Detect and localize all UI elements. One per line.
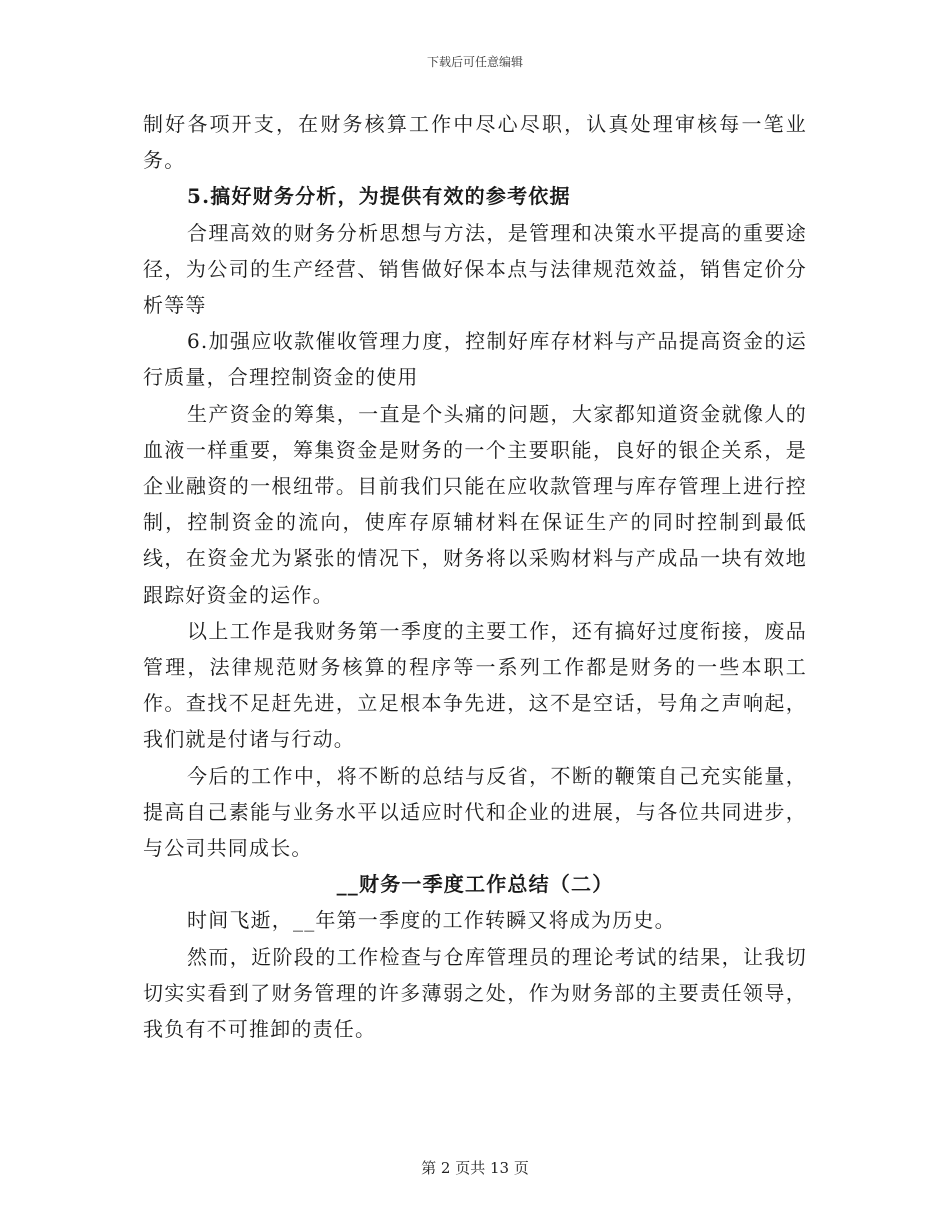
paragraph-future-work: 今后的工作中，将不断的总结与反省，不断的鞭策自己充实能量，提高自己素能与业务水平以适应时代和企业的进展，与各位共同进步，与公司共同成长。 <box>143 763 807 861</box>
section-heading-5: 5.搞好财务分析，为提供有效的参考依据 <box>187 184 571 209</box>
paragraph-time-flies: 时间飞逝，__年第一季度的工作转瞬又将成为历史。 <box>187 908 676 933</box>
paragraph-however: 然而，近阶段的工作检查与仓库管理员的理论考试的结果，让我切切实实看到了财务管理的许多薄弱之处，作为财务部的主要责任领导，我负有不可推卸的责任。 <box>143 944 807 1042</box>
document-title-two: __财务一季度工作总结（二） <box>336 872 614 897</box>
document-body <box>143 106 807 1047</box>
paragraph-capital-raising: 生产资金的筹集，一直是个头痛的问题，大家都知道资金就像人的血液一样重要，筹集资金是财务的一个主要职能，良好的银企关系，是企业融资的一根纽带。目前我们只能在应收款管理与库存管理上进行控制，控制资金的流向，使库存原辅材料在保证生产的同时控制到最低线，在资金尤为紧张的情况下，财务将以采购材料与产成品一块有效地跟踪好资金的运作。 <box>143 401 807 607</box>
paragraph-summary: 以上工作是我财务第一季度的主要工作，还有搞好过度衔接，废品管理，法律规范财务核算的程序等一系列工作都是财务的一些本职工作。查找不足赶先进，立足根本争先进，这不是空话，号角之声响起，我们就是付诸与行动。 <box>143 618 807 752</box>
paragraph-financial-analysis: 合理高效的财务分析思想与方法，是管理和决策水平提高的重要途径，为公司的生产经营、销售做好保本点与法律规范效益，销售定价分析等等 <box>143 220 807 318</box>
page-header: 下载后可任意编辑 <box>426 55 523 69</box>
paragraph-continuation: 制好各项开支，在财务核算工作中尽心尽职，认真处理审核每一笔业务。 <box>143 112 807 173</box>
page-footer: 第 2 页共 13 页 <box>421 1159 529 1177</box>
section-heading-6: 6.加强应收款催收管理力度，控制好库存材料与产品提高资金的运行质量，合理控制资金的使用 <box>143 329 807 390</box>
